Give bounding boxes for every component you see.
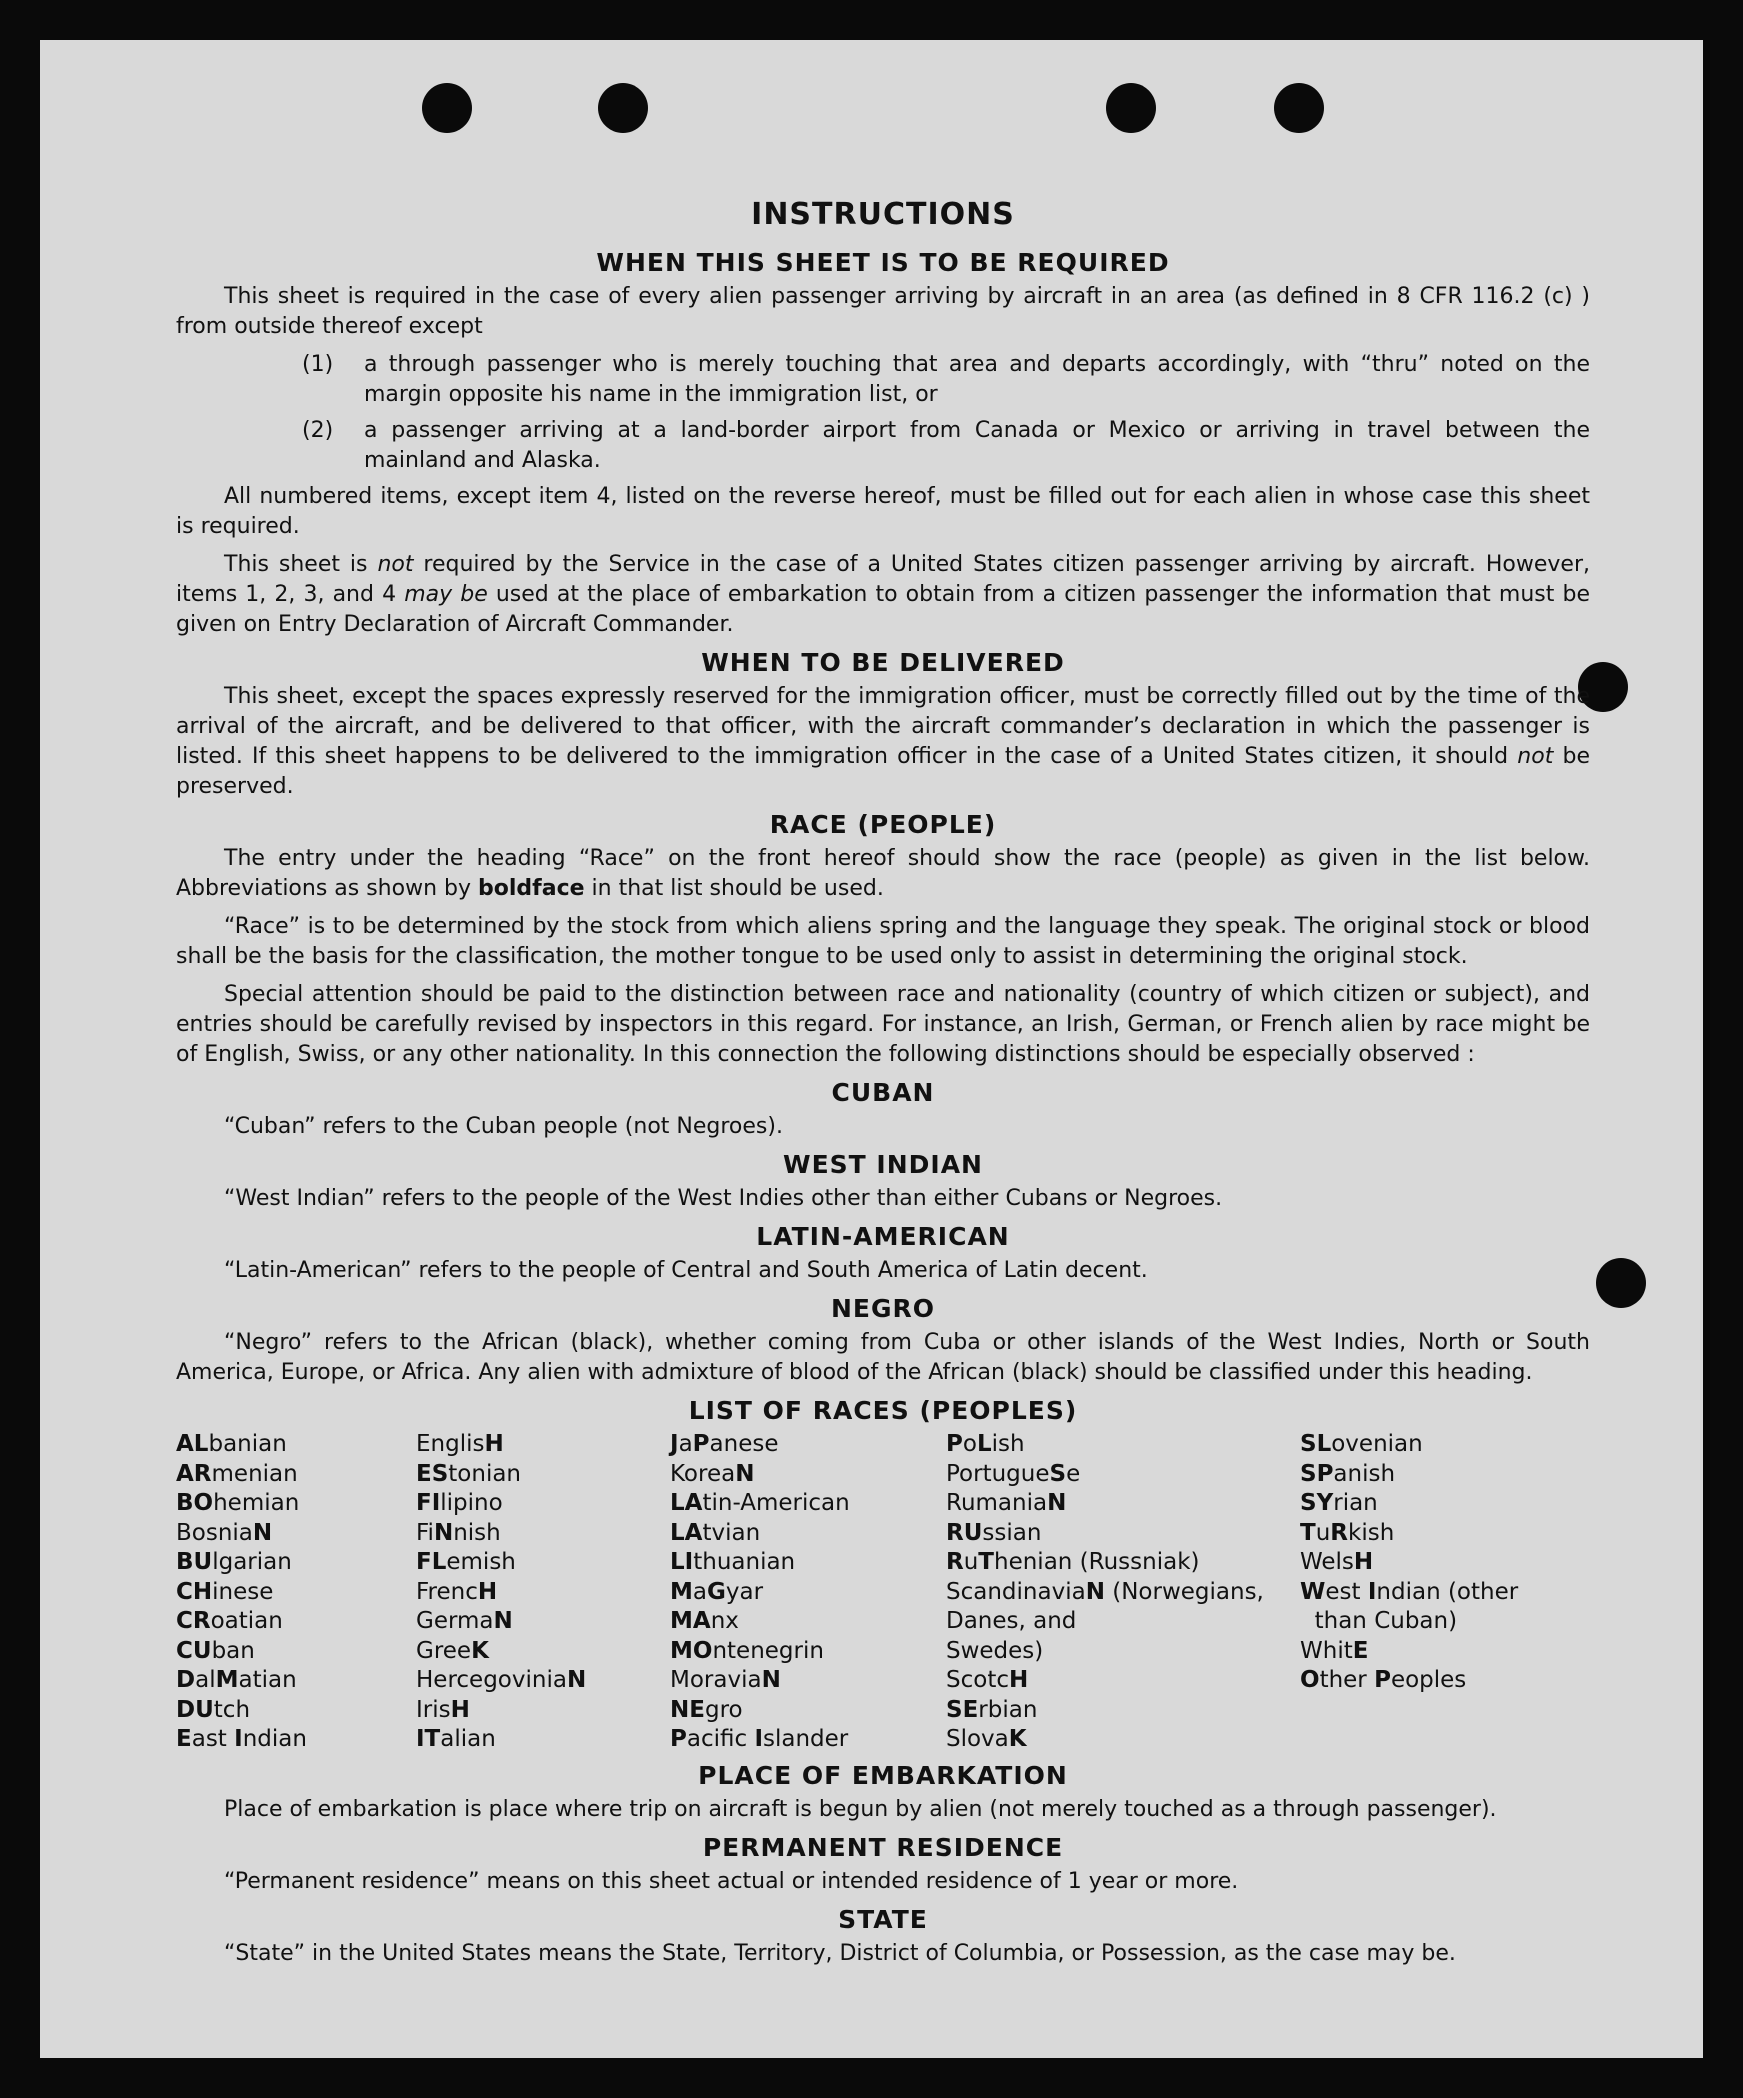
race-entry [946, 1578, 1300, 1608]
section-list-of-races [176, 1396, 1590, 1755]
race-entry [416, 1519, 670, 1549]
race-text: Scotc [946, 1667, 1009, 1693]
text-run: required by the Service in the case of a United States citizen passenger arriving by aircraft. However, items 1, 2, 3, and 4 [176, 552, 1590, 607]
punch-hole [1106, 83, 1156, 133]
race-text: rbian [978, 1696, 1038, 1723]
race-text: Moravia [670, 1667, 762, 1693]
race-entry [416, 1460, 670, 1490]
race-abbreviation: BO [176, 1490, 214, 1516]
race-entry [946, 1548, 1300, 1578]
race-text: ndian (other [1376, 1578, 1519, 1605]
race-abbreviation: P [1374, 1667, 1391, 1693]
race-abbreviation: BU [176, 1549, 213, 1575]
exception-item [302, 416, 1590, 476]
race-abbreviation: N [1085, 1578, 1105, 1605]
race-abbreviation: N [761, 1667, 781, 1693]
race-abbreviation: ES [416, 1460, 449, 1487]
race-entry [670, 1637, 946, 1667]
section-west-indian [176, 1150, 1590, 1214]
section-cuban [176, 1078, 1590, 1142]
race-abbreviation: H [1353, 1549, 1374, 1575]
text-run: This sheet, except the spaces expressly reserved for the immigration officer, must be correctly filled out by the time of the arrival of the aircraft, and be delivered to that officer, with the aircraft commander’s declaration in which the passenger is listed. If this sheet happens to be delivered to the immigration officer in the case of a United States citizen, it should [176, 684, 1590, 769]
race-entry [176, 1460, 416, 1490]
race-entry [946, 1489, 1300, 1519]
section-heading: NEGRO [830, 1294, 936, 1323]
section-heading: LATIN-AMERICAN [756, 1222, 1010, 1251]
section-state [176, 1905, 1590, 1969]
race-abbreviation: FL [416, 1549, 447, 1575]
race-entry [670, 1519, 946, 1549]
exception-number: (1) [302, 352, 334, 377]
race-text: than Cuban) [1300, 1608, 1458, 1634]
text-run: used at the place of embarkation to obtain from a citizen passenger the information that must be given on Entry Declaration of Aircraft Commander. [176, 582, 1590, 637]
race-text: henian (Russniak) [994, 1549, 1200, 1575]
exception-text: a passenger arriving at a land-border airport from Canada or Mexico or arriving in travel between the mainland and Alaska. [364, 418, 1590, 473]
race-text: Korea [670, 1460, 736, 1487]
race-abbreviation: G [707, 1578, 726, 1605]
race-text: tonian [448, 1460, 522, 1487]
race-abbreviation: N [252, 1519, 273, 1546]
race-text: u [963, 1549, 979, 1575]
race-abbreviation: CU [176, 1637, 212, 1664]
races-column [416, 1430, 670, 1755]
race-abbreviation: LA [670, 1519, 703, 1546]
race-entry [1300, 1666, 1590, 1696]
race-abbreviation: S [1049, 1460, 1067, 1487]
race-entry [176, 1725, 416, 1755]
race-entry [670, 1725, 946, 1755]
race-abbreviation: D [176, 1667, 196, 1693]
race-entry [176, 1548, 416, 1578]
race-abbreviation: E [176, 1726, 192, 1752]
section-when-required [176, 248, 1590, 640]
race-entry [670, 1578, 946, 1608]
delivery-paragraph [176, 682, 1590, 802]
races-column [946, 1430, 1300, 1755]
race-text: kish [1348, 1519, 1395, 1546]
instructions-content [176, 160, 1590, 1977]
race-abbreviation: J [670, 1431, 679, 1457]
race-entry [416, 1666, 670, 1696]
definition-text: “Cuban” refers to the Cuban people (not Negroes). [224, 1114, 783, 1139]
race-entry [416, 1578, 670, 1608]
race-abbreviation: L [976, 1431, 992, 1457]
race-text: Fi [416, 1519, 434, 1546]
race-text: nx [710, 1608, 739, 1634]
text-run: The entry under the heading “Race” on the front hereof should show the race (people) as given in the list below. Abbreviations as shown by [176, 846, 1590, 901]
race-entry [176, 1637, 416, 1667]
race-abbreviation: N [735, 1460, 755, 1487]
race-entry [946, 1519, 1300, 1549]
definition-text: “Negro” refers to the African (black), whether coming from Cuba or other islands of the West Indies, North or South America, Europe, or Africa. Any alien with admixture of blood of the African (black) should be classified under this heading. [176, 1330, 1590, 1385]
races-column [1300, 1430, 1590, 1755]
exception-text: a through passenger who is merely touching that area and departs accordingly, with “thru” noted on the margin opposite his name in the immigration list, or [364, 352, 1590, 407]
intro-paragraph: This sheet is required in the case of every alien passenger arriving by aircraft in an area (as defined in 8 CFR 116.2 (c) ) from outside thereof except [176, 284, 1590, 339]
race-text: Whit [1300, 1637, 1353, 1664]
race-abbreviation: M [215, 1667, 239, 1693]
exception-item [302, 350, 1590, 410]
race-abbreviation: H [450, 1696, 470, 1723]
definition-text: “Latin-American” refers to the people of Central and South America of Latin decent. [224, 1258, 1148, 1283]
definition-text: “West Indian” refers to the people of the West Indies other than either Cubans or Negroes. [224, 1186, 1223, 1211]
section-heading: WHEN TO BE DELIVERED [701, 648, 1065, 677]
race-abbreviation: CH [176, 1578, 213, 1605]
race-entry [946, 1430, 1300, 1460]
race-entry [670, 1489, 946, 1519]
race-text: u [1315, 1519, 1331, 1546]
bold-text: boldface [478, 876, 585, 901]
race-abbreviation: MA [670, 1608, 711, 1634]
race-entry [670, 1548, 946, 1578]
section-heading: PERMANENT RESIDENCE [702, 1832, 1064, 1862]
race-text: Rumania [946, 1490, 1048, 1516]
race-text: est [1325, 1578, 1368, 1605]
race-entry [946, 1696, 1300, 1726]
race-entry [176, 1430, 416, 1460]
race-entry [946, 1460, 1300, 1490]
race-text: gro [704, 1696, 743, 1723]
citizen-paragraph [176, 550, 1590, 640]
race-text: o [962, 1431, 977, 1457]
definition-text: Place of embarkation is place where trip on aircraft is begun by alien (not merely touched as a through passenger). [224, 1796, 1497, 1822]
race-text: ban [211, 1637, 255, 1664]
section-heading: WEST INDIAN [783, 1150, 983, 1179]
race-text: tin-American [702, 1490, 850, 1516]
race-text: tvian [702, 1519, 761, 1546]
punch-hole [1596, 1258, 1646, 1308]
race-text: anese [709, 1431, 779, 1457]
race-abbreviation: DU [176, 1696, 214, 1723]
race-abbreviation: H [477, 1578, 498, 1605]
race-entry [1300, 1430, 1590, 1460]
race-text: atian [238, 1667, 297, 1693]
italic-text: not [1517, 744, 1554, 769]
race-text: eoples [1390, 1667, 1467, 1693]
race-entry [946, 1607, 1300, 1637]
race-text: a [692, 1578, 707, 1605]
race-text: anish [1333, 1460, 1396, 1487]
race-abbreviation: P [946, 1431, 963, 1457]
race-abbreviation: CR [176, 1608, 211, 1634]
race-abbreviation: SE [946, 1696, 979, 1723]
race-text: Iris [416, 1696, 451, 1723]
races-list [176, 1430, 1590, 1755]
race-abbreviation: LA [670, 1490, 703, 1516]
race-text: ast [191, 1726, 235, 1752]
race-entry [946, 1637, 1300, 1667]
race-text: ish [991, 1431, 1025, 1457]
section-race [176, 810, 1590, 1070]
italic-text: not [377, 552, 414, 577]
race-abbreviation: N [433, 1519, 454, 1546]
race-entry [1300, 1637, 1590, 1667]
race-abbreviation: AR [176, 1460, 212, 1487]
race-entry [946, 1666, 1300, 1696]
race-entry [416, 1696, 670, 1726]
race-entry [670, 1430, 946, 1460]
race-entry [416, 1489, 670, 1519]
race-text: emish [446, 1549, 516, 1575]
race-abbreviation: RU [946, 1519, 983, 1546]
section-latin-american [176, 1222, 1590, 1286]
race-text: Frenc [416, 1578, 478, 1605]
race-text: ther [1319, 1667, 1375, 1693]
race-entry [1300, 1548, 1590, 1578]
race-entry [416, 1430, 670, 1460]
punch-hole [1274, 83, 1324, 133]
race-entry [176, 1489, 416, 1519]
race-entry [176, 1696, 416, 1726]
race-text: inese [212, 1578, 274, 1605]
race-text: ovenian [1331, 1431, 1423, 1457]
race-entry [416, 1637, 670, 1667]
race-abbreviation: K [1008, 1726, 1027, 1752]
race-abbreviation: M [670, 1578, 693, 1605]
race-text: ntenegrin [712, 1637, 824, 1664]
race-abbreviation: IT [416, 1726, 441, 1752]
race-text: Englis [416, 1431, 485, 1457]
race-abbreviation: I [234, 1726, 243, 1752]
races-column [176, 1430, 416, 1755]
race-paragraph: “Race” is to be determined by the stock from which aliens spring and the language they speak. The original stock or blood shall be the basis for the classification, the mother tongue to be used only to assist in determining the original stock. [176, 914, 1590, 969]
race-entry [946, 1725, 1300, 1755]
race-text: hemian [213, 1490, 300, 1516]
race-abbreviation: MO [670, 1637, 713, 1664]
race-abbreviation: W [1300, 1578, 1326, 1605]
race-text: (Norwegians, [1104, 1578, 1264, 1605]
page-title: INSTRUCTIONS [751, 197, 1015, 232]
race-entry [670, 1460, 946, 1490]
document-sheet [40, 40, 1703, 2058]
race-abbreviation: P [670, 1726, 687, 1752]
race-abbreviation: K [471, 1637, 489, 1664]
race-paragraph [176, 844, 1590, 904]
race-text: al [195, 1667, 216, 1693]
race-entry [1300, 1460, 1590, 1490]
race-text: Slova [946, 1726, 1009, 1752]
race-entry [416, 1548, 670, 1578]
text-run: be preserved. [176, 744, 1590, 799]
section-heading: RACE (PEOPLE) [769, 810, 997, 839]
section-place-of-embarkation [176, 1761, 1590, 1825]
race-entry [1300, 1489, 1590, 1519]
race-entry [416, 1607, 670, 1637]
race-entry [1300, 1519, 1590, 1549]
race-entry [176, 1666, 416, 1696]
section-permanent-residence [176, 1833, 1590, 1897]
race-text: lipino [440, 1490, 503, 1516]
race-text: ssian [982, 1519, 1042, 1546]
race-text: Hercegovinia [416, 1667, 567, 1693]
race-text: Germa [416, 1608, 494, 1634]
race-text: Bosnia [176, 1519, 253, 1546]
race-text: a [678, 1431, 693, 1457]
race-entry [176, 1578, 416, 1608]
race-text: oatian [210, 1608, 283, 1634]
race-text: Portugue [946, 1460, 1050, 1487]
race-abbreviation: SY [1300, 1490, 1334, 1516]
race-abbreviation: LI [670, 1549, 694, 1575]
race-text: alian [440, 1726, 496, 1752]
race-text: banian [208, 1431, 287, 1457]
race-abbreviation: T [1300, 1519, 1316, 1546]
race-text: Scandinavia [946, 1578, 1086, 1605]
section-heading: WHEN THIS SHEET IS TO BE REQUIRED [596, 248, 1170, 277]
race-entry [670, 1666, 946, 1696]
section-when-delivered [176, 648, 1590, 802]
section-heading: LIST OF RACES (PEOPLES) [688, 1396, 1078, 1425]
race-text: thuanian [693, 1549, 796, 1575]
race-entry [416, 1725, 670, 1755]
race-abbreviation: SL [1300, 1431, 1332, 1457]
race-abbreviation: R [1330, 1519, 1348, 1546]
race-abbreviation: FI [416, 1490, 441, 1516]
race-text: Gree [416, 1637, 472, 1664]
section-heading: STATE [838, 1904, 928, 1934]
race-abbreviation: N [566, 1667, 587, 1693]
race-abbreviation: SP [1300, 1460, 1334, 1487]
definition-text: “State” in the United States means the State, Territory, District of Columbia, or Possession, as the case may be. [224, 1940, 1456, 1966]
section-heading: CUBAN [831, 1078, 935, 1107]
race-entry [1300, 1578, 1590, 1608]
race-abbreviation: AL [176, 1431, 209, 1457]
text-run: This sheet is [224, 552, 378, 577]
race-abbreviation: H [484, 1431, 504, 1457]
race-abbreviation: T [978, 1549, 994, 1575]
race-text: nish [453, 1519, 501, 1546]
race-abbreviation: P [692, 1431, 710, 1457]
race-text: menian [211, 1460, 298, 1487]
race-text: Wels [1300, 1549, 1354, 1575]
race-abbreviation: I [1367, 1578, 1377, 1605]
race-entry [670, 1696, 946, 1726]
italic-text: may be [404, 582, 488, 607]
race-text: rian [1333, 1490, 1378, 1516]
race-entry [670, 1607, 946, 1637]
race-text: tch [213, 1696, 251, 1723]
race-abbreviation: I [754, 1726, 763, 1752]
race-text: ndian [242, 1726, 307, 1752]
definition-text: “Permanent residence” means on this sheet actual or intended residence of 1 year or more. [224, 1868, 1239, 1894]
races-column [670, 1430, 946, 1755]
race-entry [176, 1607, 416, 1637]
race-abbreviation: E [1352, 1637, 1369, 1664]
race-text: acific [686, 1726, 755, 1752]
race-text: e [1066, 1460, 1081, 1487]
punch-hole [598, 83, 648, 133]
race-abbreviation: H [1008, 1667, 1029, 1693]
section-negro [176, 1294, 1590, 1388]
race-text: slander [763, 1726, 849, 1752]
race-paragraph: Special attention should be paid to the distinction between race and nationality (country of which citizen or subject), and entries should be carefully revised by inspectors in this regard. For instance, an Irish, German, or French alien by race might be of English, Swiss, or any other nationality. In this connection the following distinctions should be especially observed : [176, 982, 1590, 1067]
numbered-items-paragraph: All numbered items, except item 4, listed on the reverse hereof, must be filled out for each alien in whose case this sheet is required. [176, 484, 1590, 539]
exception-number: (2) [302, 418, 334, 443]
race-abbreviation: R [946, 1549, 964, 1575]
section-heading: PLACE OF EMBARKATION [698, 1760, 1068, 1790]
race-abbreviation: NE [670, 1696, 705, 1723]
race-text: Danes, and [946, 1608, 1077, 1634]
race-text: yar [725, 1578, 764, 1605]
race-abbreviation: N [1047, 1490, 1067, 1516]
race-text: lgarian [212, 1549, 292, 1575]
race-entry [176, 1519, 416, 1549]
race-abbreviation: N [493, 1608, 513, 1634]
text-run: in that list should be used. [584, 876, 884, 901]
punch-hole [422, 83, 472, 133]
race-entry [1300, 1607, 1590, 1637]
race-abbreviation: O [1300, 1667, 1320, 1693]
race-text: Swedes) [946, 1637, 1044, 1664]
